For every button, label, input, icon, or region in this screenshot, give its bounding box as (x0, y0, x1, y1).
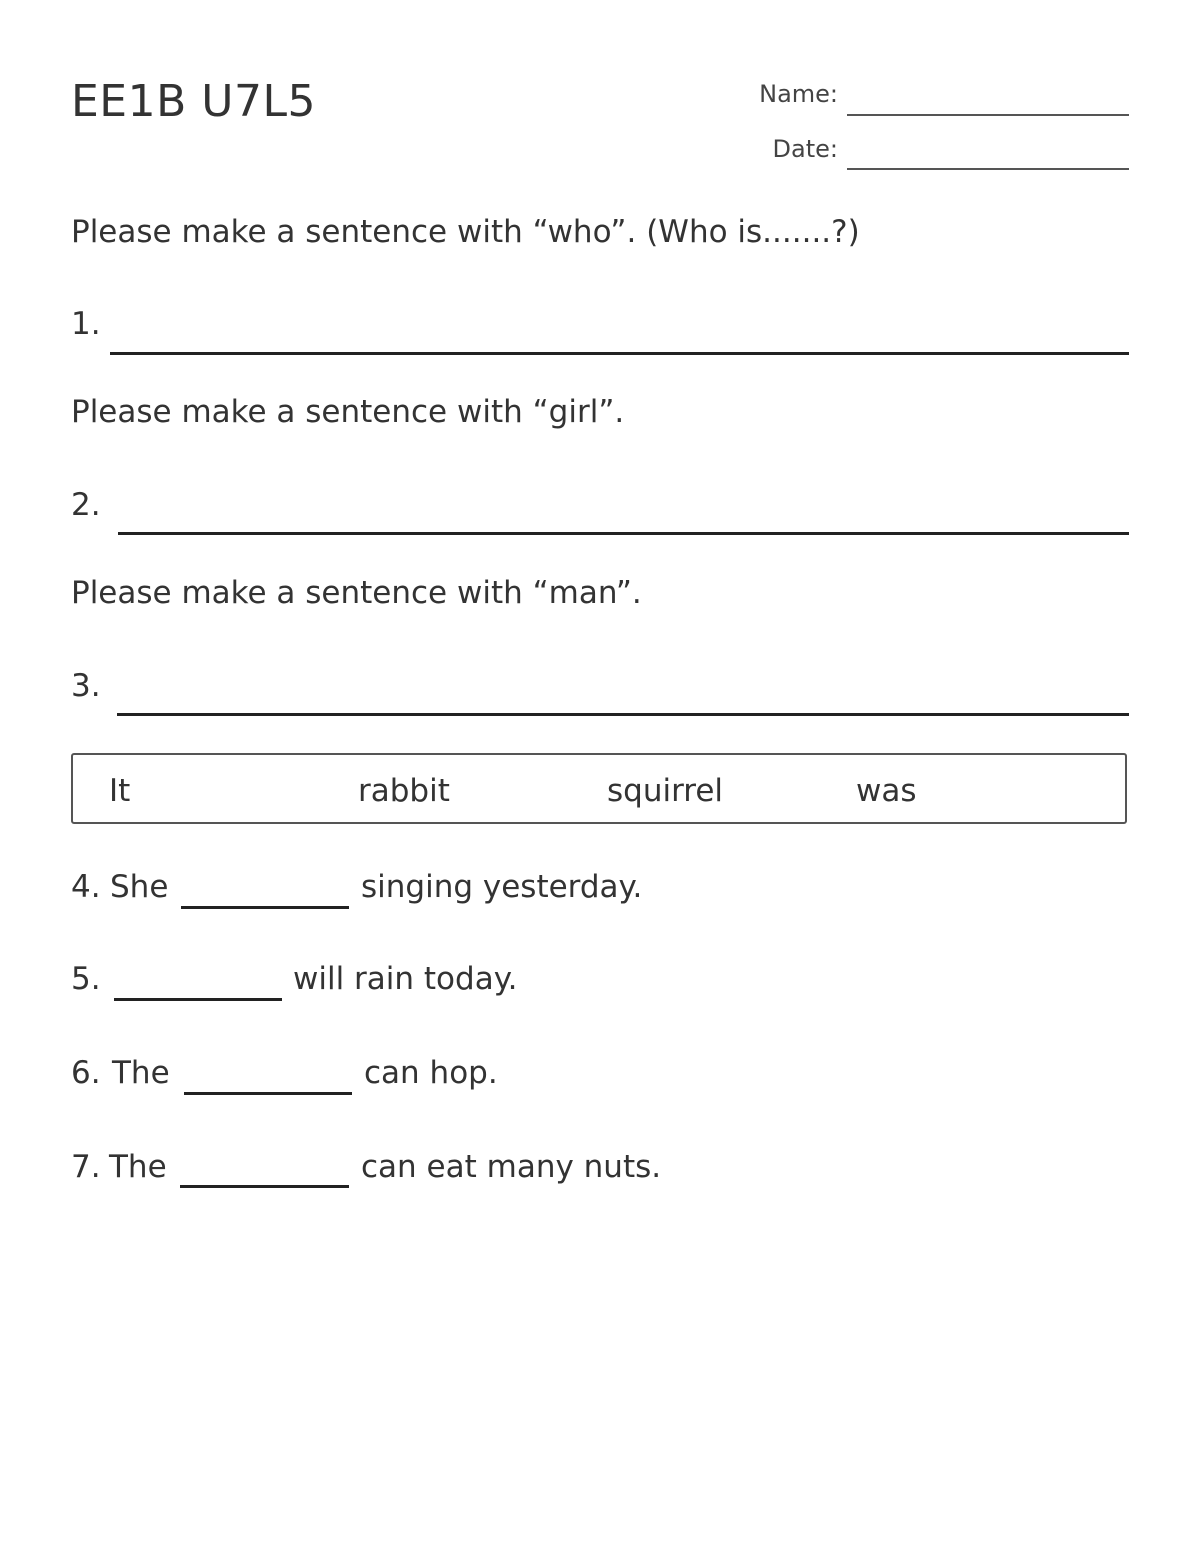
item-4-after-text: singing yesterday. (361, 869, 643, 905)
item-6-after-text: can hop. (364, 1055, 498, 1091)
item-4-number: 4. (71, 869, 101, 905)
word-bank-item: It (109, 773, 131, 809)
name-answer-line[interactable] (847, 114, 1129, 116)
item-4-before-text: She (110, 869, 169, 905)
word-bank-item: was (856, 773, 917, 809)
item-5-blank[interactable] (114, 998, 282, 1001)
question-1-answer-line[interactable] (110, 352, 1129, 355)
question-3-answer-line[interactable] (117, 713, 1129, 716)
item-7-after-text: can eat many nuts. (361, 1149, 662, 1185)
question-2-answer-line[interactable] (118, 532, 1129, 535)
question-3-prompt: Please make a sentence with “man”. (71, 575, 642, 611)
question-1-prompt: Please make a sentence with “who”. (Who is.......?) (71, 214, 860, 250)
date-label: Date: (772, 135, 838, 163)
question-1-number: 1. (71, 306, 101, 342)
item-7-number: 7. (71, 1149, 101, 1185)
question-3-number: 3. (71, 668, 101, 704)
item-7-before-text: The (109, 1149, 167, 1185)
item-5-number: 5. (71, 961, 101, 997)
name-label: Name: (759, 80, 838, 108)
item-4-blank[interactable] (181, 906, 349, 909)
item-6-blank[interactable] (184, 1092, 352, 1095)
item-6-before-text: The (112, 1055, 170, 1091)
worksheet-title: EE1B U7L5 (71, 76, 316, 127)
question-2-number: 2. (71, 487, 101, 523)
item-7-blank[interactable] (180, 1185, 349, 1188)
item-6-number: 6. (71, 1055, 101, 1091)
question-2-prompt: Please make a sentence with “girl”. (71, 394, 625, 430)
item-5-after-text: will rain today. (293, 961, 518, 997)
date-answer-line[interactable] (847, 168, 1129, 170)
word-bank (71, 753, 1127, 824)
word-bank-item: squirrel (607, 773, 724, 809)
word-bank-item: rabbit (358, 773, 450, 809)
